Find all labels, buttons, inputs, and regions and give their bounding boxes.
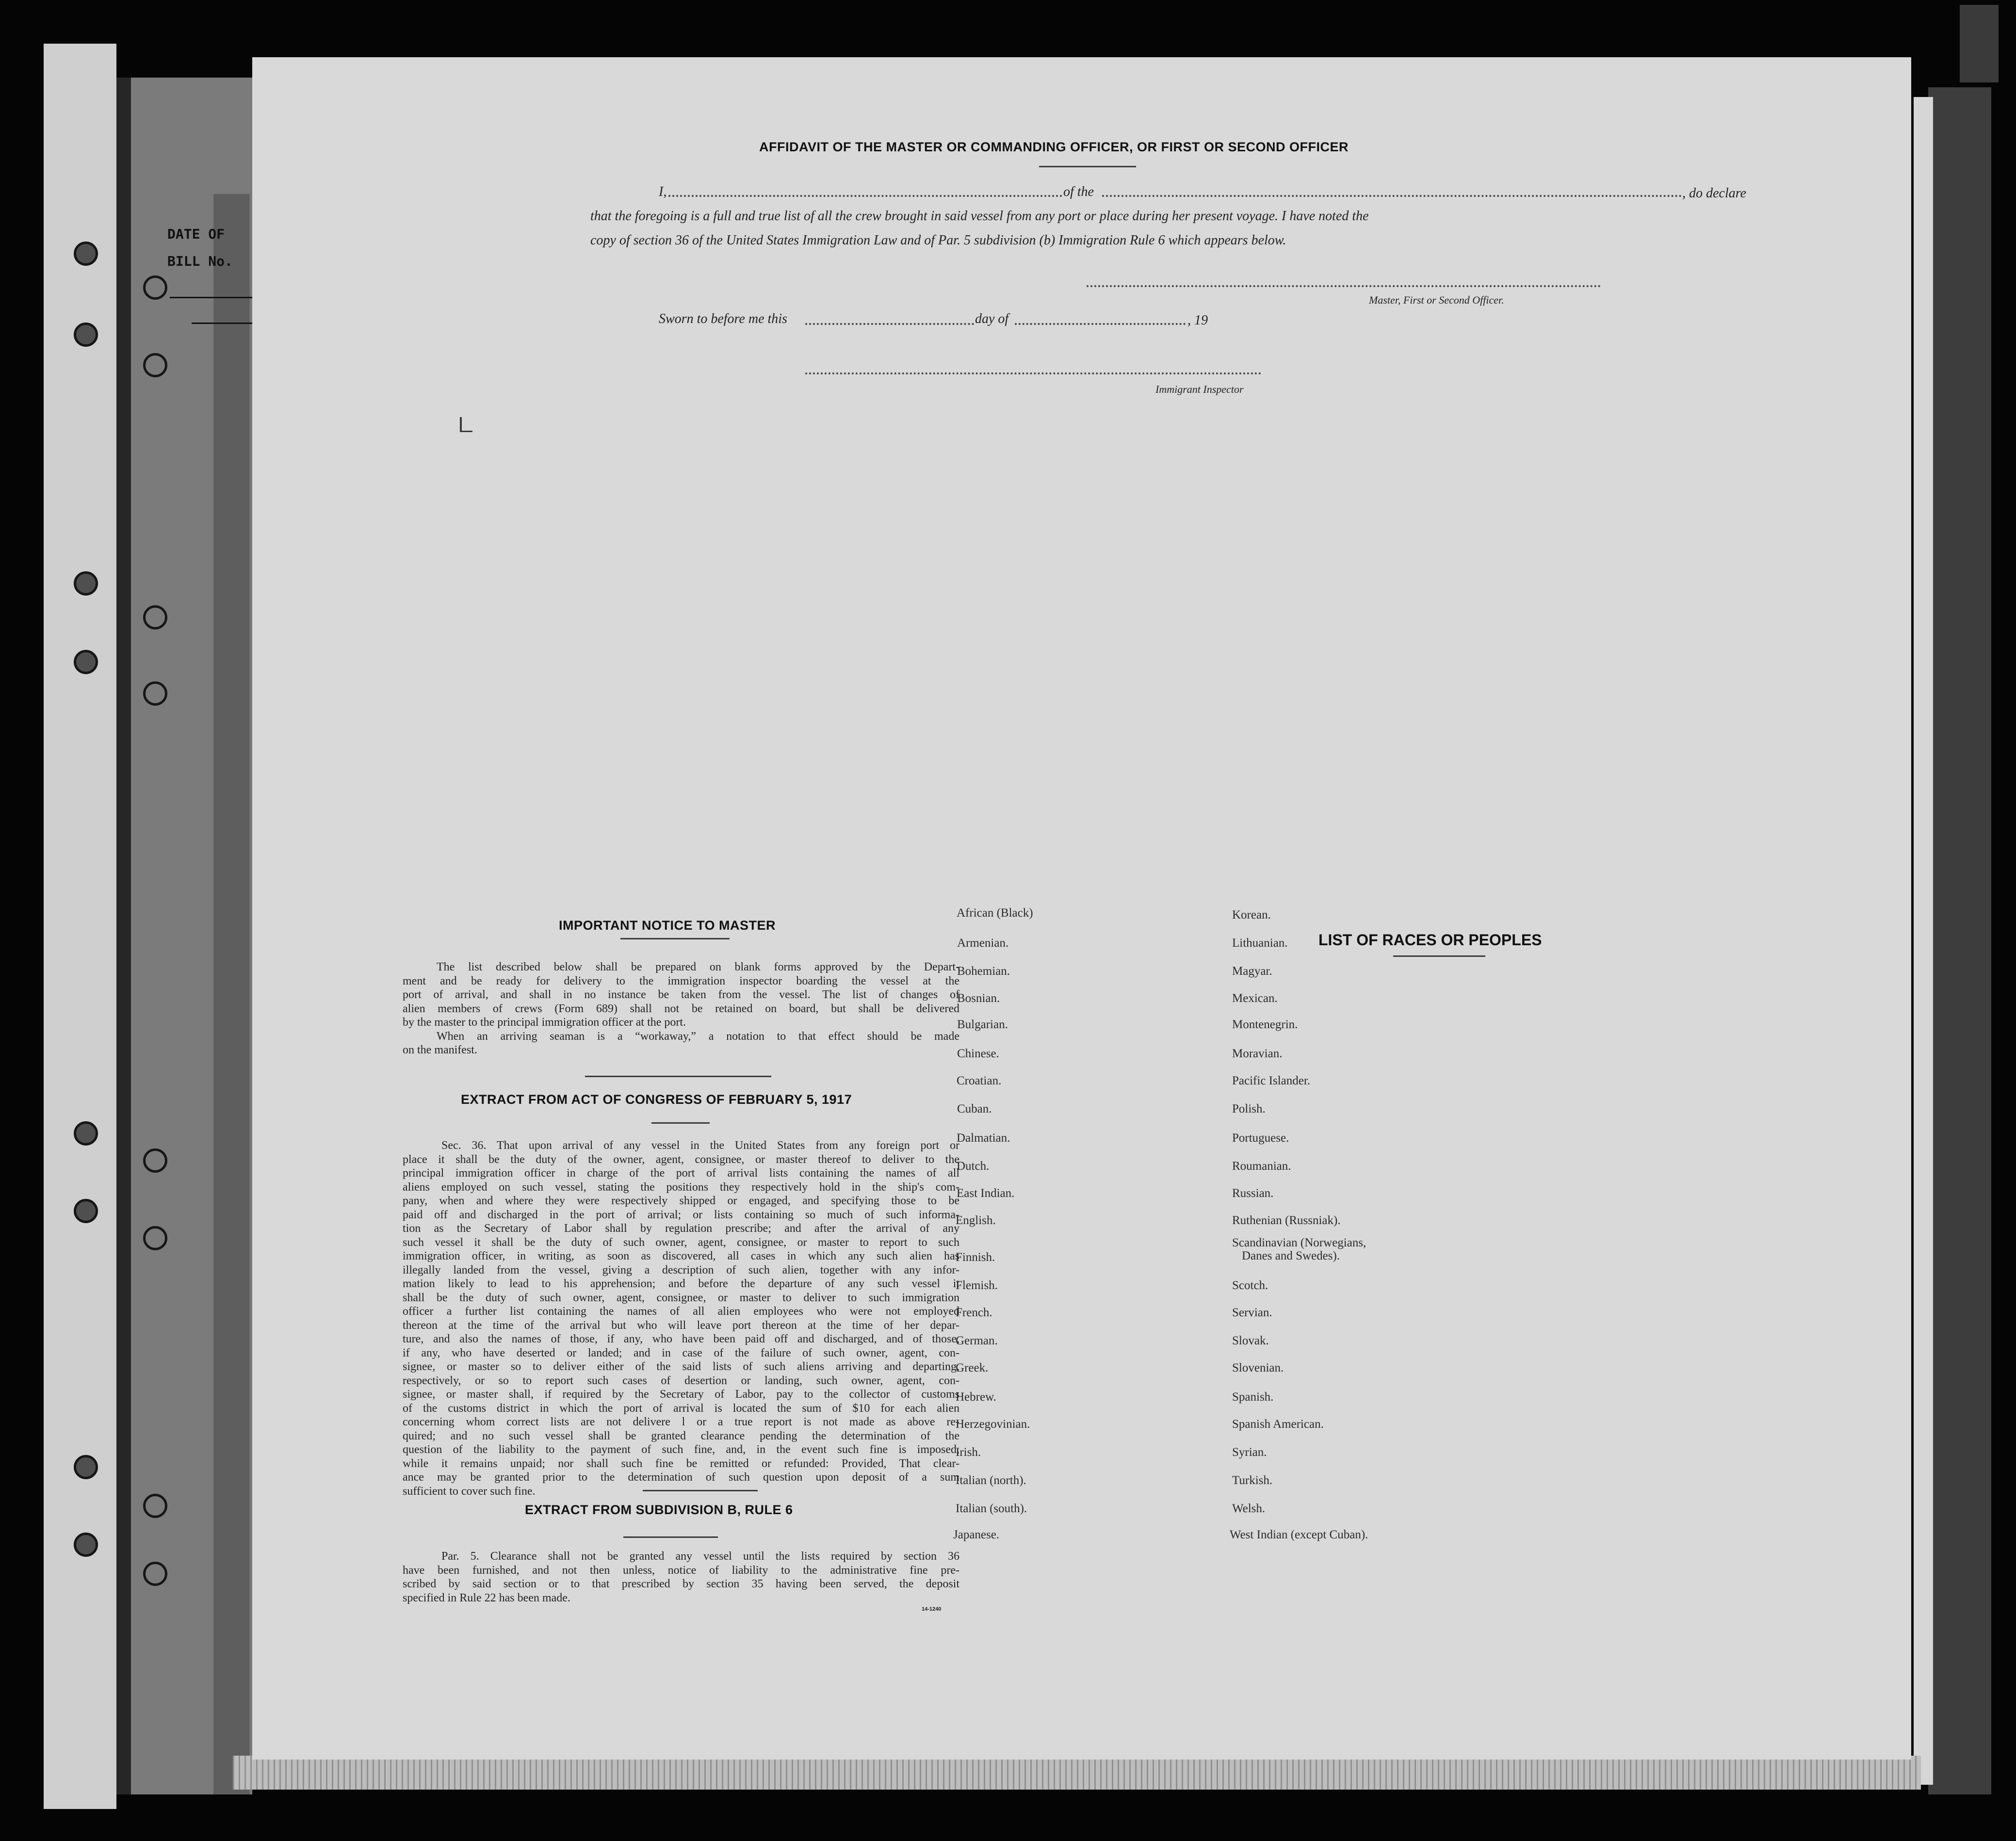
- race-item: Japanese.: [953, 1528, 1000, 1541]
- race-item: Ruthenian (Russniak).: [1232, 1214, 1341, 1227]
- race-item: Portuguese.: [1232, 1131, 1289, 1145]
- notice-line: by the master to the principal immigration officer at the port.: [403, 1016, 686, 1029]
- act-line: thereon at the time of the arrival but who will leave port thereon at the time of her depar-: [403, 1319, 959, 1332]
- corner-tick: [460, 431, 472, 432]
- race-item: Italian (south).: [956, 1502, 1027, 1515]
- act-line: quired; and no such vessel shall be granted clearance pending the determination of the: [403, 1429, 959, 1442]
- race-item: Bosnian.: [957, 992, 1000, 1005]
- race-item: Bohemian.: [957, 965, 1010, 978]
- rule6-text: [403, 1550, 959, 1605]
- race-item: Korean.: [1232, 908, 1271, 921]
- race-item: Magyar.: [1232, 965, 1272, 978]
- punch-hole: [74, 1199, 98, 1223]
- punch-hole: [74, 1455, 98, 1479]
- punch-hole: [74, 571, 98, 596]
- notice-line: port of arrival, and shall in no instance be taken from the vessel. The list of changes of: [403, 988, 959, 1001]
- race-item: Dalmatian.: [957, 1131, 1010, 1145]
- notice-line: When an arriving seaman is a “workaway,” a notation to that effect should be made: [437, 1030, 959, 1043]
- act-line: if any, who have deserted or landed; and in case of the failure of such owner, agent, con-: [403, 1346, 959, 1359]
- stamp-rule: [192, 323, 252, 324]
- rule6-title: EXTRACT FROM SUBDIVISION B, RULE 6: [525, 1502, 793, 1517]
- act-line: aliens employed on such vessel, stating the positions they respectively hold in the ship's com-: [403, 1180, 959, 1194]
- act-line: immigration officer, in writing, as soon as discovered, all cases in which any such alien has: [403, 1250, 959, 1262]
- punch-hole: [143, 1148, 167, 1173]
- underlying-sheet-edge: [213, 194, 250, 1794]
- bottom-page-edges: [233, 1756, 1921, 1790]
- race-item: Irish.: [956, 1446, 981, 1459]
- inspector-signature-line[interactable]: [805, 372, 1261, 374]
- punch-hole: [143, 605, 167, 630]
- form-number: 14-1240: [922, 1606, 942, 1612]
- affidavit-line-3: copy of section 36 of the United States Immigration Law and of Par. 5 subdivision (b) Immigration Rule 6 which appears below.: [590, 233, 1286, 248]
- act-line: ture, and also the names of those, if any, who have been paid off and discharged, and of those,: [403, 1333, 959, 1345]
- race-item: Welsh.: [1232, 1502, 1266, 1515]
- race-item: Finnish.: [956, 1251, 995, 1264]
- section-rule: [643, 1490, 758, 1491]
- act-line: of the customs district in which the port of arrival is located the sum of $10 for each alien: [403, 1402, 959, 1415]
- race-item: Scandinavian (Norwegians,: [1232, 1236, 1366, 1249]
- act-line: shall be the duty of such owner, agent, consignee, or master to deliver to such immigration: [403, 1291, 959, 1304]
- right-binder-strip: [1928, 87, 1991, 1794]
- race-item: German.: [956, 1334, 998, 1347]
- race-item: Cuban.: [957, 1102, 992, 1115]
- act-line: illegally landed from the vessel, giving a description of such alien, together with any infor-: [403, 1263, 959, 1276]
- vessel-blank[interactable]: [1102, 195, 1682, 197]
- race-item: Slovak.: [1232, 1334, 1269, 1347]
- punch-hole: [143, 1562, 167, 1586]
- corner-tick: [460, 417, 462, 432]
- affidavit-do-declare: , do declare: [1682, 186, 1746, 201]
- race-item: Pacific Islander.: [1232, 1074, 1311, 1087]
- act-section-36: [403, 1139, 959, 1498]
- act-line: tion as the Secretary of Labor shall by regulation prescribe; and after the arrival of any: [403, 1222, 959, 1235]
- act-line: signee, or master so to deliver either of the said lists of such aliens arriving and departing,: [403, 1360, 959, 1373]
- name-blank[interactable]: [668, 195, 1062, 197]
- notice-line: The list described below shall be prepared on blank forms approved by the Depart-: [437, 961, 959, 973]
- races-title: LIST OF RACES OR PEOPLES: [1318, 931, 1542, 949]
- act-line: while it remains unpaid; nor shall such fine be remitted or refunded: Provided, That clear-: [403, 1457, 959, 1470]
- inspector-label: Immigrant Inspector: [1155, 383, 1244, 395]
- race-item: Polish.: [1232, 1102, 1266, 1115]
- section-rule: [585, 1076, 771, 1077]
- act-line: respectively, or so to report such cases of desertion or landing, such owner, agent, con-: [403, 1374, 959, 1387]
- punch-hole: [143, 681, 167, 706]
- race-item: Syrian.: [1232, 1446, 1267, 1459]
- punch-hole: [74, 242, 98, 266]
- race-item: Spanish American.: [1232, 1418, 1324, 1431]
- act-rule: [651, 1122, 710, 1124]
- manifest-page: [252, 57, 1911, 1760]
- act-line: such vessel it shall be the duty of such owner, agent, consignee, or master to report to such: [403, 1236, 959, 1249]
- race-item: Slovenian.: [1232, 1361, 1284, 1374]
- notice-rule: [620, 938, 730, 939]
- date-bill-stamp: [167, 221, 247, 275]
- act-title: EXTRACT FROM ACT OF CONGRESS OF FEBRUARY 5, 1917: [461, 1092, 852, 1107]
- notice-line: alien members of crews (Form 689) shall not be retained on board, but shall be delivered: [403, 1002, 959, 1015]
- punch-hole: [74, 1533, 98, 1557]
- race-item: Flemish.: [956, 1279, 998, 1292]
- punch-hole: [143, 275, 167, 300]
- race-item: Mexican.: [1232, 992, 1278, 1005]
- punch-hole: [74, 1121, 98, 1146]
- stamp-date-of: DATE OF: [167, 226, 225, 242]
- race-item: Lithuanian.: [1232, 937, 1288, 950]
- rule6-line: have been furnished, and not then unless, notice of liability to the administrative fine pre-: [403, 1564, 959, 1577]
- sworn-day-blank[interactable]: [805, 323, 974, 325]
- notice-text: [403, 960, 959, 1057]
- act-line: Sec. 36. That upon arrival of any vessel in the United States from any foreign port or: [441, 1139, 959, 1152]
- act-line: mation likely to lead to his apprehension; and before the departure of any such vessel it: [403, 1277, 959, 1290]
- act-line: officer a further list containing the names of all alien employees who were not employed: [403, 1305, 959, 1318]
- notice-title: IMPORTANT NOTICE TO MASTER: [559, 918, 776, 933]
- punch-hole: [74, 323, 98, 347]
- race-item: Italian (north).: [956, 1474, 1026, 1487]
- corner-edge: [1960, 5, 1999, 82]
- race-item: French.: [956, 1306, 992, 1319]
- rule6-line: specified in Rule 22 has been made.: [403, 1591, 570, 1604]
- affidavit-of-the: of the: [1063, 184, 1094, 199]
- race-item: Turkish.: [1232, 1474, 1273, 1487]
- stamp-rule: [170, 297, 252, 298]
- race-item: Greek.: [956, 1361, 989, 1374]
- act-line: place it shall be the duty of the owner, agent, consignee, or master thereof to deliver to the: [403, 1153, 959, 1166]
- race-item: Croatian.: [957, 1074, 1002, 1087]
- race-item: Chinese.: [957, 1047, 999, 1060]
- race-item: English.: [956, 1214, 996, 1227]
- act-line: principal immigration officer in charge of the port of arrival lists containing the names of all: [403, 1167, 959, 1179]
- stamp-bill-no: BILL No.: [167, 253, 233, 269]
- race-item: Moravian.: [1232, 1047, 1283, 1060]
- race-item: Dutch.: [957, 1160, 990, 1173]
- right-page-edge: [1914, 97, 1933, 1785]
- year-label: , 19: [1187, 313, 1208, 328]
- race-item: Armenian.: [957, 937, 1009, 950]
- sworn-month-blank[interactable]: [1015, 323, 1186, 325]
- day-of-label: day of: [975, 311, 1009, 326]
- affidavit-line-2: that the foregoing is a full and true list of all the crew brought in said vessel from any port or place during her present voyage. I have noted the: [590, 209, 1369, 224]
- race-item: Bulgarian.: [957, 1018, 1008, 1031]
- race-item: Scotch.: [1232, 1279, 1268, 1292]
- rule6-line: scribed by said section or to that prescribed by section 35 having been served, the deposit: [403, 1578, 959, 1590]
- act-line: signee, or master shall, if required by the Secretary of Labor, pay to the collector of customs: [403, 1388, 959, 1401]
- affidavit-i-label: I,: [659, 184, 667, 199]
- race-item: Servian.: [1232, 1306, 1272, 1319]
- punch-hole: [143, 353, 167, 377]
- race-item: Spanish.: [1232, 1390, 1274, 1404]
- act-line: question of the liability to the payment of such fine, and, in the event such fine is imposed,: [403, 1443, 959, 1456]
- act-line: ance may be granted prior to the determination of such question upon deposit of a sum: [403, 1471, 959, 1484]
- act-line: concerning whom correct lists are not delivere l or a true report is not made as above re-: [403, 1416, 959, 1428]
- master-signature-line[interactable]: [1087, 285, 1601, 287]
- master-signature-label: Master, First or Second Officer.: [1369, 294, 1504, 306]
- race-item: Russian.: [1232, 1187, 1274, 1200]
- punch-hole: [74, 650, 98, 674]
- race-item: East Indian.: [957, 1187, 1015, 1200]
- act-line: paid off and discharged in the port of arrival; or lists containing so much of such informa-: [403, 1208, 959, 1221]
- rule6-line: Par. 5. Clearance shall not be granted any vessel until the lists required by section 36: [441, 1550, 959, 1563]
- race-item: Herzegovinian.: [956, 1418, 1030, 1431]
- notice-line: ment and be ready for delivery to the immigration inspector boarding the vessel at the: [403, 974, 959, 987]
- affidavit-title: AFFIDAVIT OF THE MASTER OR COMMANDING OFFICER, OR FIRST OR SECOND OFFICER: [759, 140, 1349, 154]
- rule6-rule: [623, 1536, 718, 1538]
- race-item: Roumanian.: [1232, 1160, 1291, 1173]
- title-rule: [1039, 166, 1136, 167]
- punch-hole: [143, 1226, 167, 1250]
- sworn-label: Sworn to before me this: [659, 311, 787, 326]
- act-line: sufficient to cover such fine.: [403, 1485, 536, 1498]
- race-item: West Indian (except Cuban).: [1230, 1528, 1368, 1541]
- race-item: African (Black): [957, 906, 1033, 920]
- race-item: Danes and Swedes).: [1242, 1249, 1340, 1262]
- act-line: pany, when and where they were respectively shipped or engaged, and specifying those to be: [403, 1195, 959, 1207]
- race-item: Hebrew.: [956, 1390, 996, 1404]
- punch-hole: [143, 1494, 167, 1518]
- race-item: Montenegrin.: [1232, 1018, 1298, 1031]
- notice-line: on the manifest.: [403, 1044, 477, 1056]
- races-rule: [1393, 955, 1485, 957]
